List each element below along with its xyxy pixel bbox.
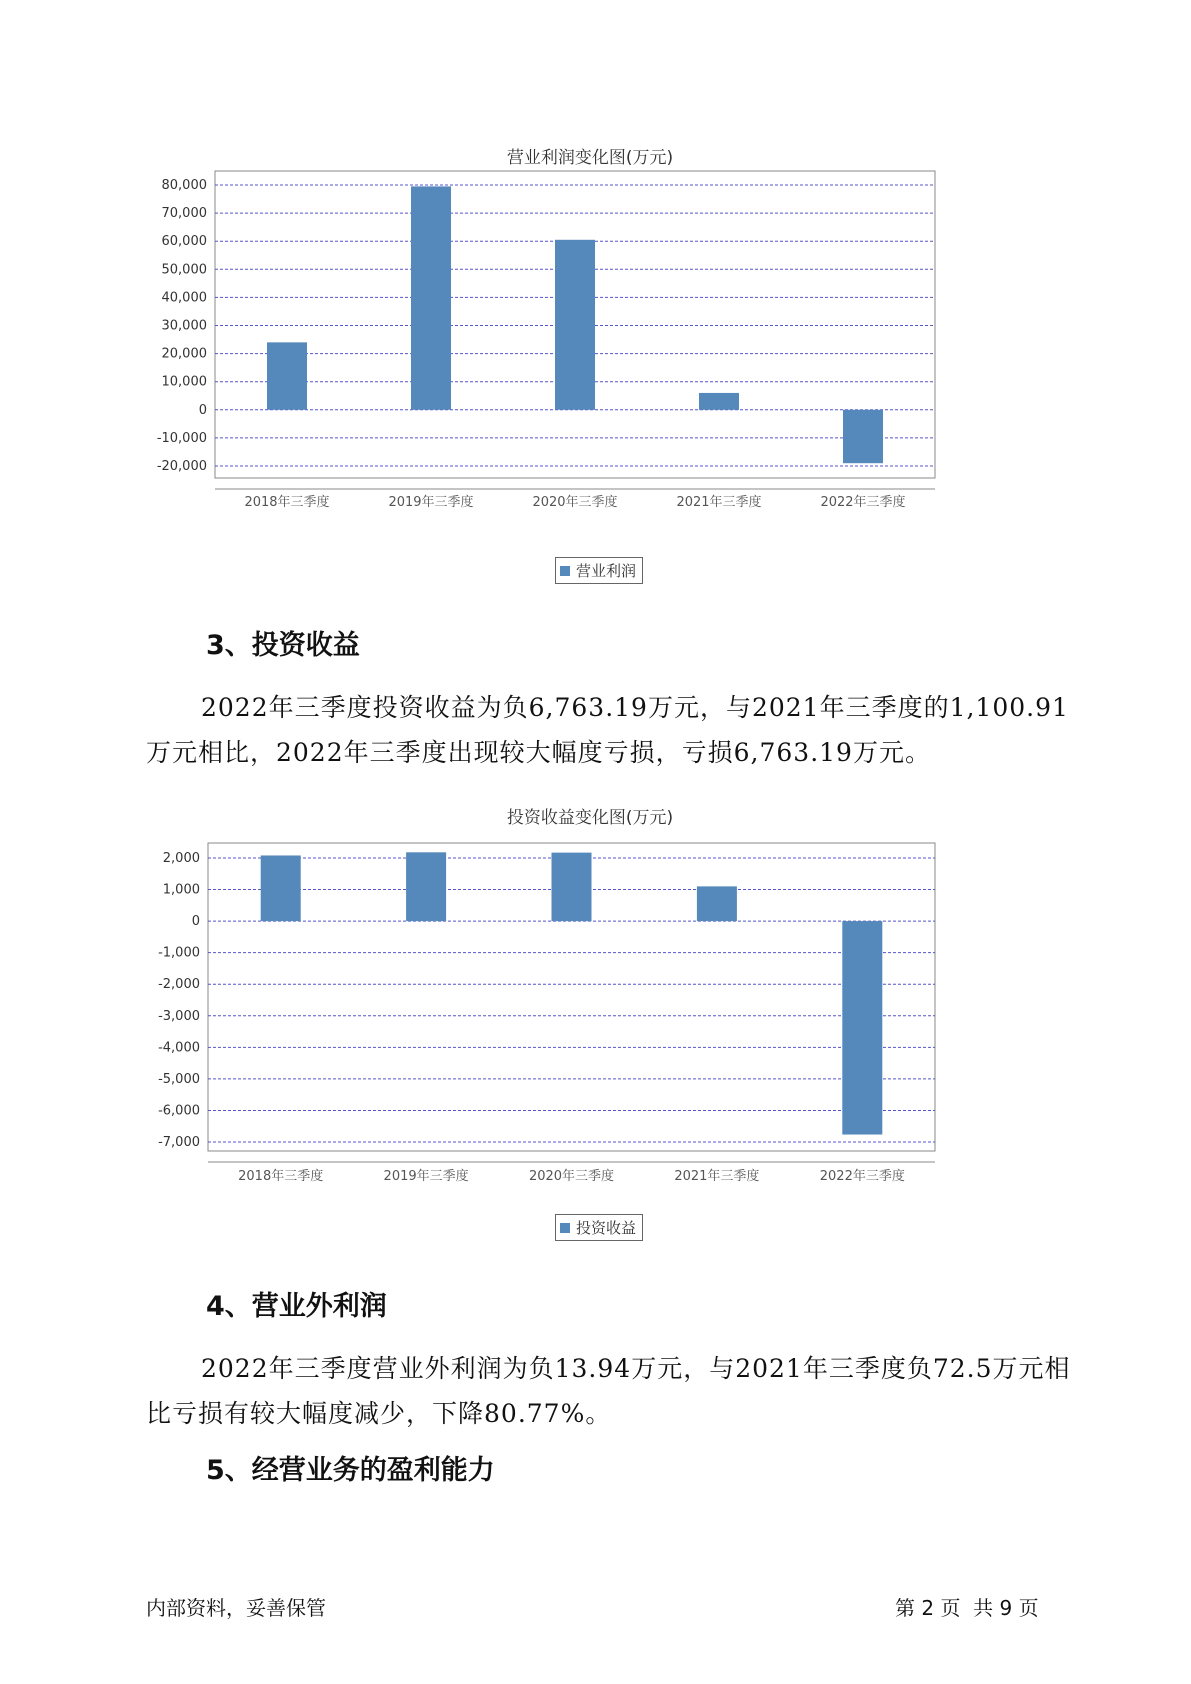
y-tick-label: 2,000 xyxy=(162,851,200,866)
section-5-heading: 5、经营业务的盈利能力 xyxy=(206,1455,495,1486)
y-tick-label: -2,000 xyxy=(158,977,200,993)
bar xyxy=(555,240,595,410)
y-tick-label: 20,000 xyxy=(161,346,207,362)
y-tick-label: 1,000 xyxy=(162,882,200,898)
chart-title: 投资收益变化图(万元) xyxy=(506,808,674,828)
y-tick-label: 0 xyxy=(198,402,207,418)
legend-label: 投资收益 xyxy=(576,1219,637,1237)
footer-left: 内部资料，妥善保管 xyxy=(146,1596,326,1620)
bar xyxy=(842,921,882,1134)
chart-plot xyxy=(150,800,1030,1210)
y-tick-label: 40,000 xyxy=(161,290,207,306)
y-tick-label: -7,000 xyxy=(158,1135,200,1150)
y-tick-label: -5,000 xyxy=(158,1071,200,1087)
bar xyxy=(697,886,737,921)
x-category-label: 2019年三季度 xyxy=(388,495,474,510)
x-category-label: 2021年三季度 xyxy=(674,1169,760,1184)
operating-profit-chart xyxy=(150,140,1030,590)
bar xyxy=(406,852,446,921)
x-category-label: 2021年三季度 xyxy=(676,495,762,510)
legend-swatch xyxy=(560,566,570,576)
chart-legend xyxy=(555,557,643,584)
bar xyxy=(267,342,307,409)
x-category-label: 2020年三季度 xyxy=(528,1169,615,1184)
section-4-heading: 4、营业外利润 xyxy=(206,1291,387,1322)
y-tick-label: -1,000 xyxy=(158,945,200,961)
y-tick-label: -4,000 xyxy=(158,1040,200,1056)
x-category-label: 2022年三季度 xyxy=(819,1169,905,1184)
bar xyxy=(552,853,592,921)
y-tick-label: 50,000 xyxy=(161,262,207,278)
legend-swatch xyxy=(560,1223,570,1233)
section-4-paragraph: 2022年三季度营业外利润为负13.94万元，与2021年三季度负72.5万元相比亏损有较大幅度减少，下降80.77%。 xyxy=(146,1354,1071,1428)
chart-title: 营业利润变化图(万元) xyxy=(506,148,674,168)
y-tick-label: 80,000 xyxy=(161,178,207,193)
y-tick-label: 0 xyxy=(191,914,200,930)
section-3-paragraph: 2022年三季度投资收益为负6,763.19万元，与2021年三季度的1,100.91万元相比，2022年三季度出现较大幅度亏损，亏损6,763.19万元。 xyxy=(146,693,1069,767)
y-tick-label: -10,000 xyxy=(156,430,207,446)
chart-plot xyxy=(150,140,1030,560)
section-3-heading: 3、投资收益 xyxy=(206,630,360,661)
y-tick-label: -6,000 xyxy=(158,1103,200,1119)
bar xyxy=(699,393,739,410)
investment-income-chart xyxy=(150,800,1030,1245)
x-category-label: 2019年三季度 xyxy=(383,1169,469,1184)
y-tick-label: 30,000 xyxy=(161,318,207,334)
y-tick-label: 70,000 xyxy=(161,206,207,222)
bar xyxy=(411,186,451,409)
x-category-label: 2020年三季度 xyxy=(532,495,618,510)
y-tick-label: 60,000 xyxy=(161,234,207,250)
legend-label: 营业利润 xyxy=(576,562,637,580)
footer-page-number: 第 2 页 共 9 页 xyxy=(895,1596,1039,1620)
bar xyxy=(843,410,883,463)
bar xyxy=(261,855,301,921)
y-tick-label: -20,000 xyxy=(156,459,207,474)
x-category-label: 2018年三季度 xyxy=(238,1169,324,1184)
x-category-label: 2022年三季度 xyxy=(820,495,906,510)
y-tick-label: 10,000 xyxy=(161,374,207,390)
x-category-label: 2018年三季度 xyxy=(244,495,330,510)
chart-legend xyxy=(555,1214,643,1241)
y-tick-label: -3,000 xyxy=(158,1008,200,1024)
